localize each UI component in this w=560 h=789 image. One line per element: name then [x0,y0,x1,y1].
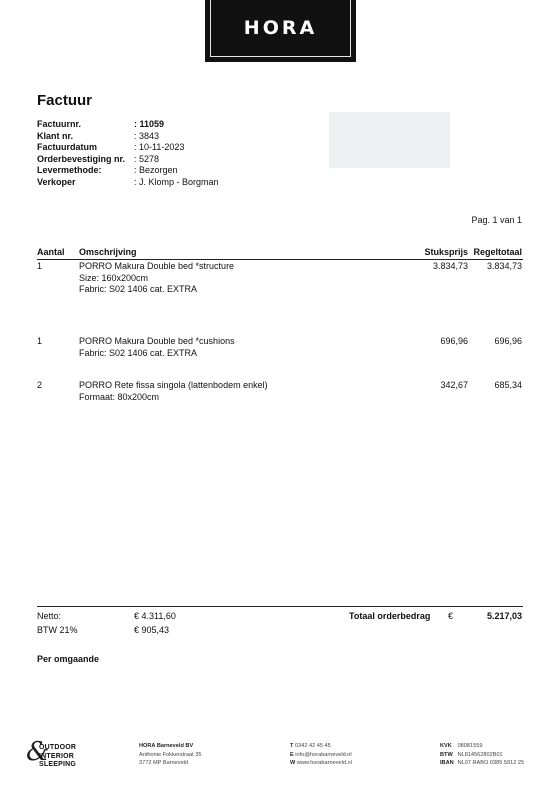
item-description-line: Formaat: 80x200cm [79,391,160,402]
footer-key: T [290,743,294,749]
item-description [79,261,234,296]
brand-words [39,744,76,770]
footer-value: NL814562802B01 [457,751,503,758]
footer-key: BTW [440,751,453,758]
item-quantity: 2 [37,380,43,390]
meta-label: Verkoper [37,176,76,187]
footer-website [290,759,352,768]
document-title: Factuur [37,92,93,109]
meta-value: : 11059 [134,119,165,129]
brand-word: OUTDOOR [39,744,77,751]
logo-frame [210,0,351,57]
footer-key: W [290,760,296,767]
footer-value: 0342 42 45 45 [294,743,331,749]
footer-kvk [440,742,524,751]
item-description-line: Fabric: S02 1406 cat. EXTRA [79,347,198,358]
vat-value: € 905,43 [134,625,170,635]
footer-value: NL07 RABO 0385 5912 25 [457,760,525,767]
meta-row-seller [37,177,219,189]
item-description [79,336,235,359]
item-line-total: 685,34 [494,380,522,390]
footer-key: IBAN [440,760,454,767]
column-header-unit-price: Stuksprijs [424,247,468,257]
item-description-line: PORRO Rete fissa singola (lattenbodem enkel) [79,380,268,390]
order-total-currency: € [448,611,454,621]
vat-label: BTW 21% [37,625,78,635]
item-description [79,380,268,403]
footer-value: 08081559 [457,743,483,749]
meta-value: : 3843 [134,130,160,141]
item-quantity: 1 [37,336,43,346]
footer-registry [440,742,524,768]
footer-btw [440,751,524,760]
meta-value: : 10-11-2023 [134,142,185,153]
item-description-line: PORRO Makura Double bed *cushions [79,336,235,346]
page-number: Pag. 1 van 1 [471,215,522,225]
ampersand-logo-icon: & [26,737,50,767]
brand-word: SLEEPING [39,761,76,768]
brand-word: INTERIOR [39,752,75,760]
meta-label: Factuurdatum [37,142,98,153]
item-description-line: Size: 160x200cm [79,272,149,283]
totals-divider [37,606,523,607]
item-unit-price: 342,67 [440,380,468,390]
item-quantity: 1 [37,261,43,271]
footer-email [290,751,352,760]
column-header-description: Omschrijving [79,247,137,257]
footer-company-name: HORA Barneveld BV [139,743,194,749]
meta-row-order-confirmation [37,154,219,166]
footer-contact [290,742,352,768]
meta-row-customer-number [37,131,219,143]
payment-terms: Per omgaande [37,654,100,664]
column-header-quantity: Aantal [37,247,65,257]
footer-key: KVK [440,743,452,749]
meta-label: Levermethode: [37,165,102,176]
footer-value[interactable]: info@horabarneveld.nl [295,751,352,758]
invoice-meta [37,119,219,189]
meta-row-invoice-number [37,119,219,131]
footer-iban [440,759,524,768]
item-description-line: PORRO Makura Double bed *structure [79,261,235,271]
footer-company-street: Anthonie Fokkerstraat 35 [139,751,202,758]
meta-label: Factuurnr. [37,119,82,129]
footer-value[interactable]: www.horabarneveld.nl [296,760,352,767]
meta-value: : 5278 [134,153,160,164]
brand-mark [26,737,121,773]
footer-key: E [290,751,294,758]
company-logo [205,0,356,62]
column-header-line-total: Regeltotaal [473,247,522,257]
meta-label: Orderbevestiging nr. [37,153,126,164]
netto-value: € 4.311,60 [134,611,176,621]
item-unit-price: 3.834,73 [432,261,468,271]
customer-address-block [329,112,450,168]
footer-company-city: 3772 MP Barneveld [139,760,189,767]
meta-row-delivery-method [37,165,219,177]
order-total-value: 5.217,03 [486,611,522,621]
footer-phone [290,742,352,751]
item-unit-price: 696,96 [440,336,468,346]
meta-value: : Bezorgen [134,165,178,176]
order-total-label: Totaal orderbedrag [349,611,431,621]
meta-row-invoice-date [37,142,219,154]
item-line-total: 3.834,73 [486,261,522,271]
table-header-divider [37,259,523,260]
logo-text: HORA [243,17,318,39]
item-description-line: Fabric: S02 1406 cat. EXTRA [79,284,198,294]
footer-company [139,742,202,768]
meta-label: Klant nr. [37,130,74,141]
netto-label: Netto: [37,611,62,621]
item-line-total: 696,96 [494,336,522,346]
meta-value: : J. Klomp - Borgman [134,176,219,187]
